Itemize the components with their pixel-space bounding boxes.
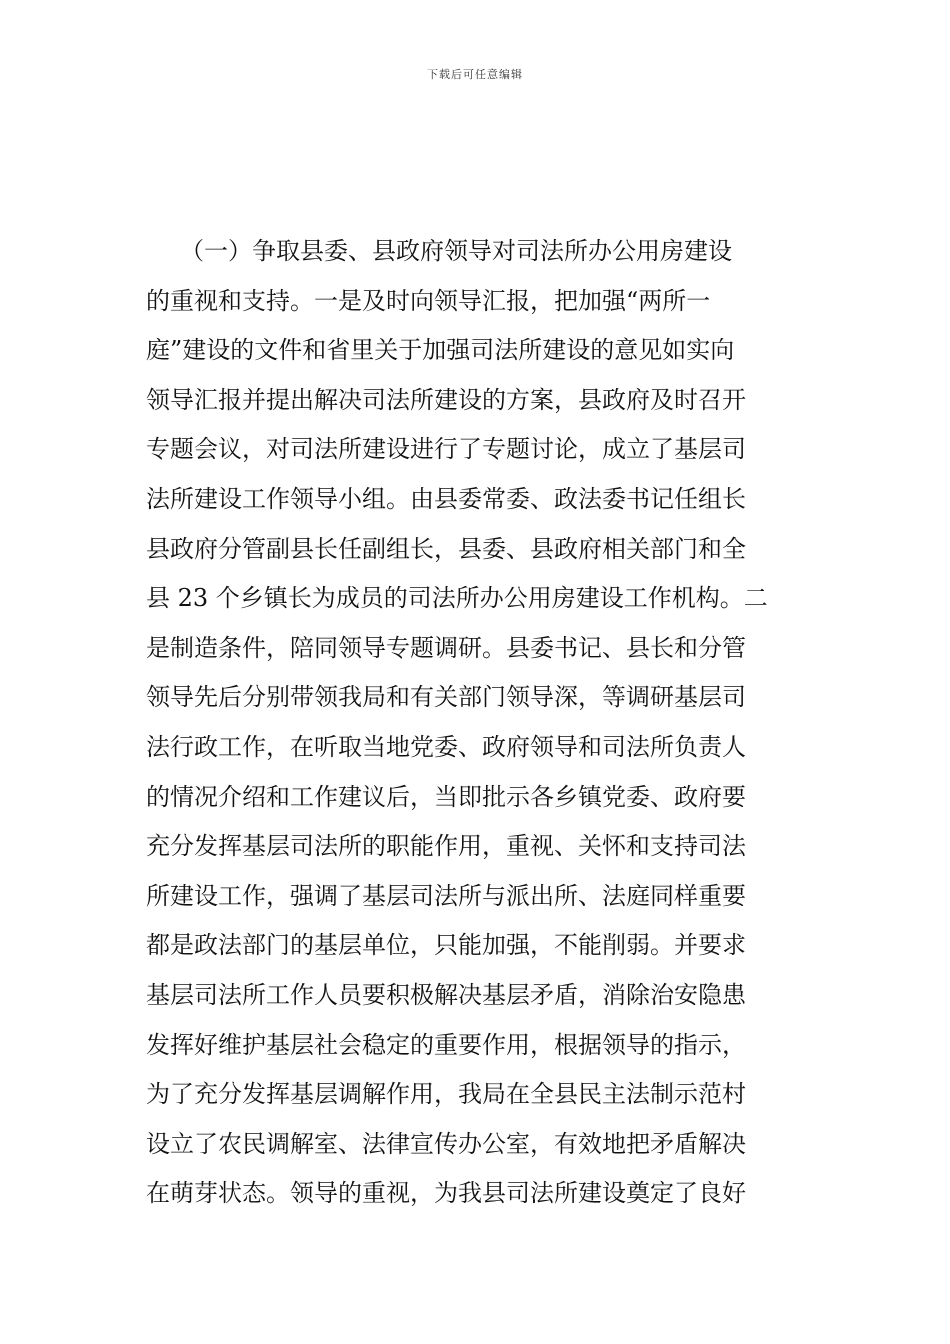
text-line: 都是政法部门的基层单位，只能加强，不能削弱。并要求: [146, 931, 746, 960]
text-line: 是制造条件，陪同领导专题调研。县委书记、县长和分管: [146, 633, 746, 662]
text-line: 在萌芽状态。领导的重视，为我县司法所建设奠定了良好: [146, 1179, 746, 1208]
text-line: 专题会议，对司法所建设进行了专题讨论，成立了基层司: [146, 435, 746, 464]
text-line: 的情况介绍和工作建议后，当即批示各乡镇党委、政府要: [146, 782, 746, 811]
text-line: 设立了农民调解室、法律宣传办公室，有效地把矛盾解决: [146, 1129, 746, 1158]
text-line: 所建设工作，强调了基层司法所与派出所、法庭同样重要: [146, 881, 746, 910]
text-line: 法行政工作，在听取当地党委、政府领导和司法所负责人: [146, 732, 746, 761]
text-line: 基层司法所工作人员要积极解决基层矛盾，消除治安隐患: [146, 980, 746, 1009]
text-line: 发挥好维护基层社会稳定的重要作用，根据领导的指示，: [146, 1030, 746, 1059]
text-line: 县 23 个乡镇长为成员的司法所办公用房建设工作机构。二: [146, 584, 768, 613]
text-line: （一）争取县委、县政府领导对司法所办公用房建设: [180, 237, 732, 265]
text-line: 领导先后分别带领我局和有关部门领导深，等调研基层司: [146, 683, 746, 712]
document-body: [146, 227, 808, 1219]
text-line: 的重视和支持。一是及时向领导汇报，把加强“两所一: [146, 286, 711, 315]
text-line: 县政府分管副县长任副组长，县委、县政府相关部门和全: [146, 534, 746, 563]
text-line: 庭”建设的文件和省里关于加强司法所建设的意见如实向: [146, 336, 735, 365]
text-line: 为了充分发挥基层调解作用，我局在全县民主法制示范村: [146, 1080, 746, 1109]
text-line: 法所建设工作领导小组。由县委常委、政法委书记任组长: [146, 484, 746, 513]
text-line: 领导汇报并提出解决司法所建设的方案，县政府及时召开: [146, 385, 746, 414]
header-note: 下载后可任意编辑: [427, 68, 523, 81]
text-line: 充分发挥基层司法所的职能作用，重视、关怀和支持司法: [146, 832, 746, 861]
